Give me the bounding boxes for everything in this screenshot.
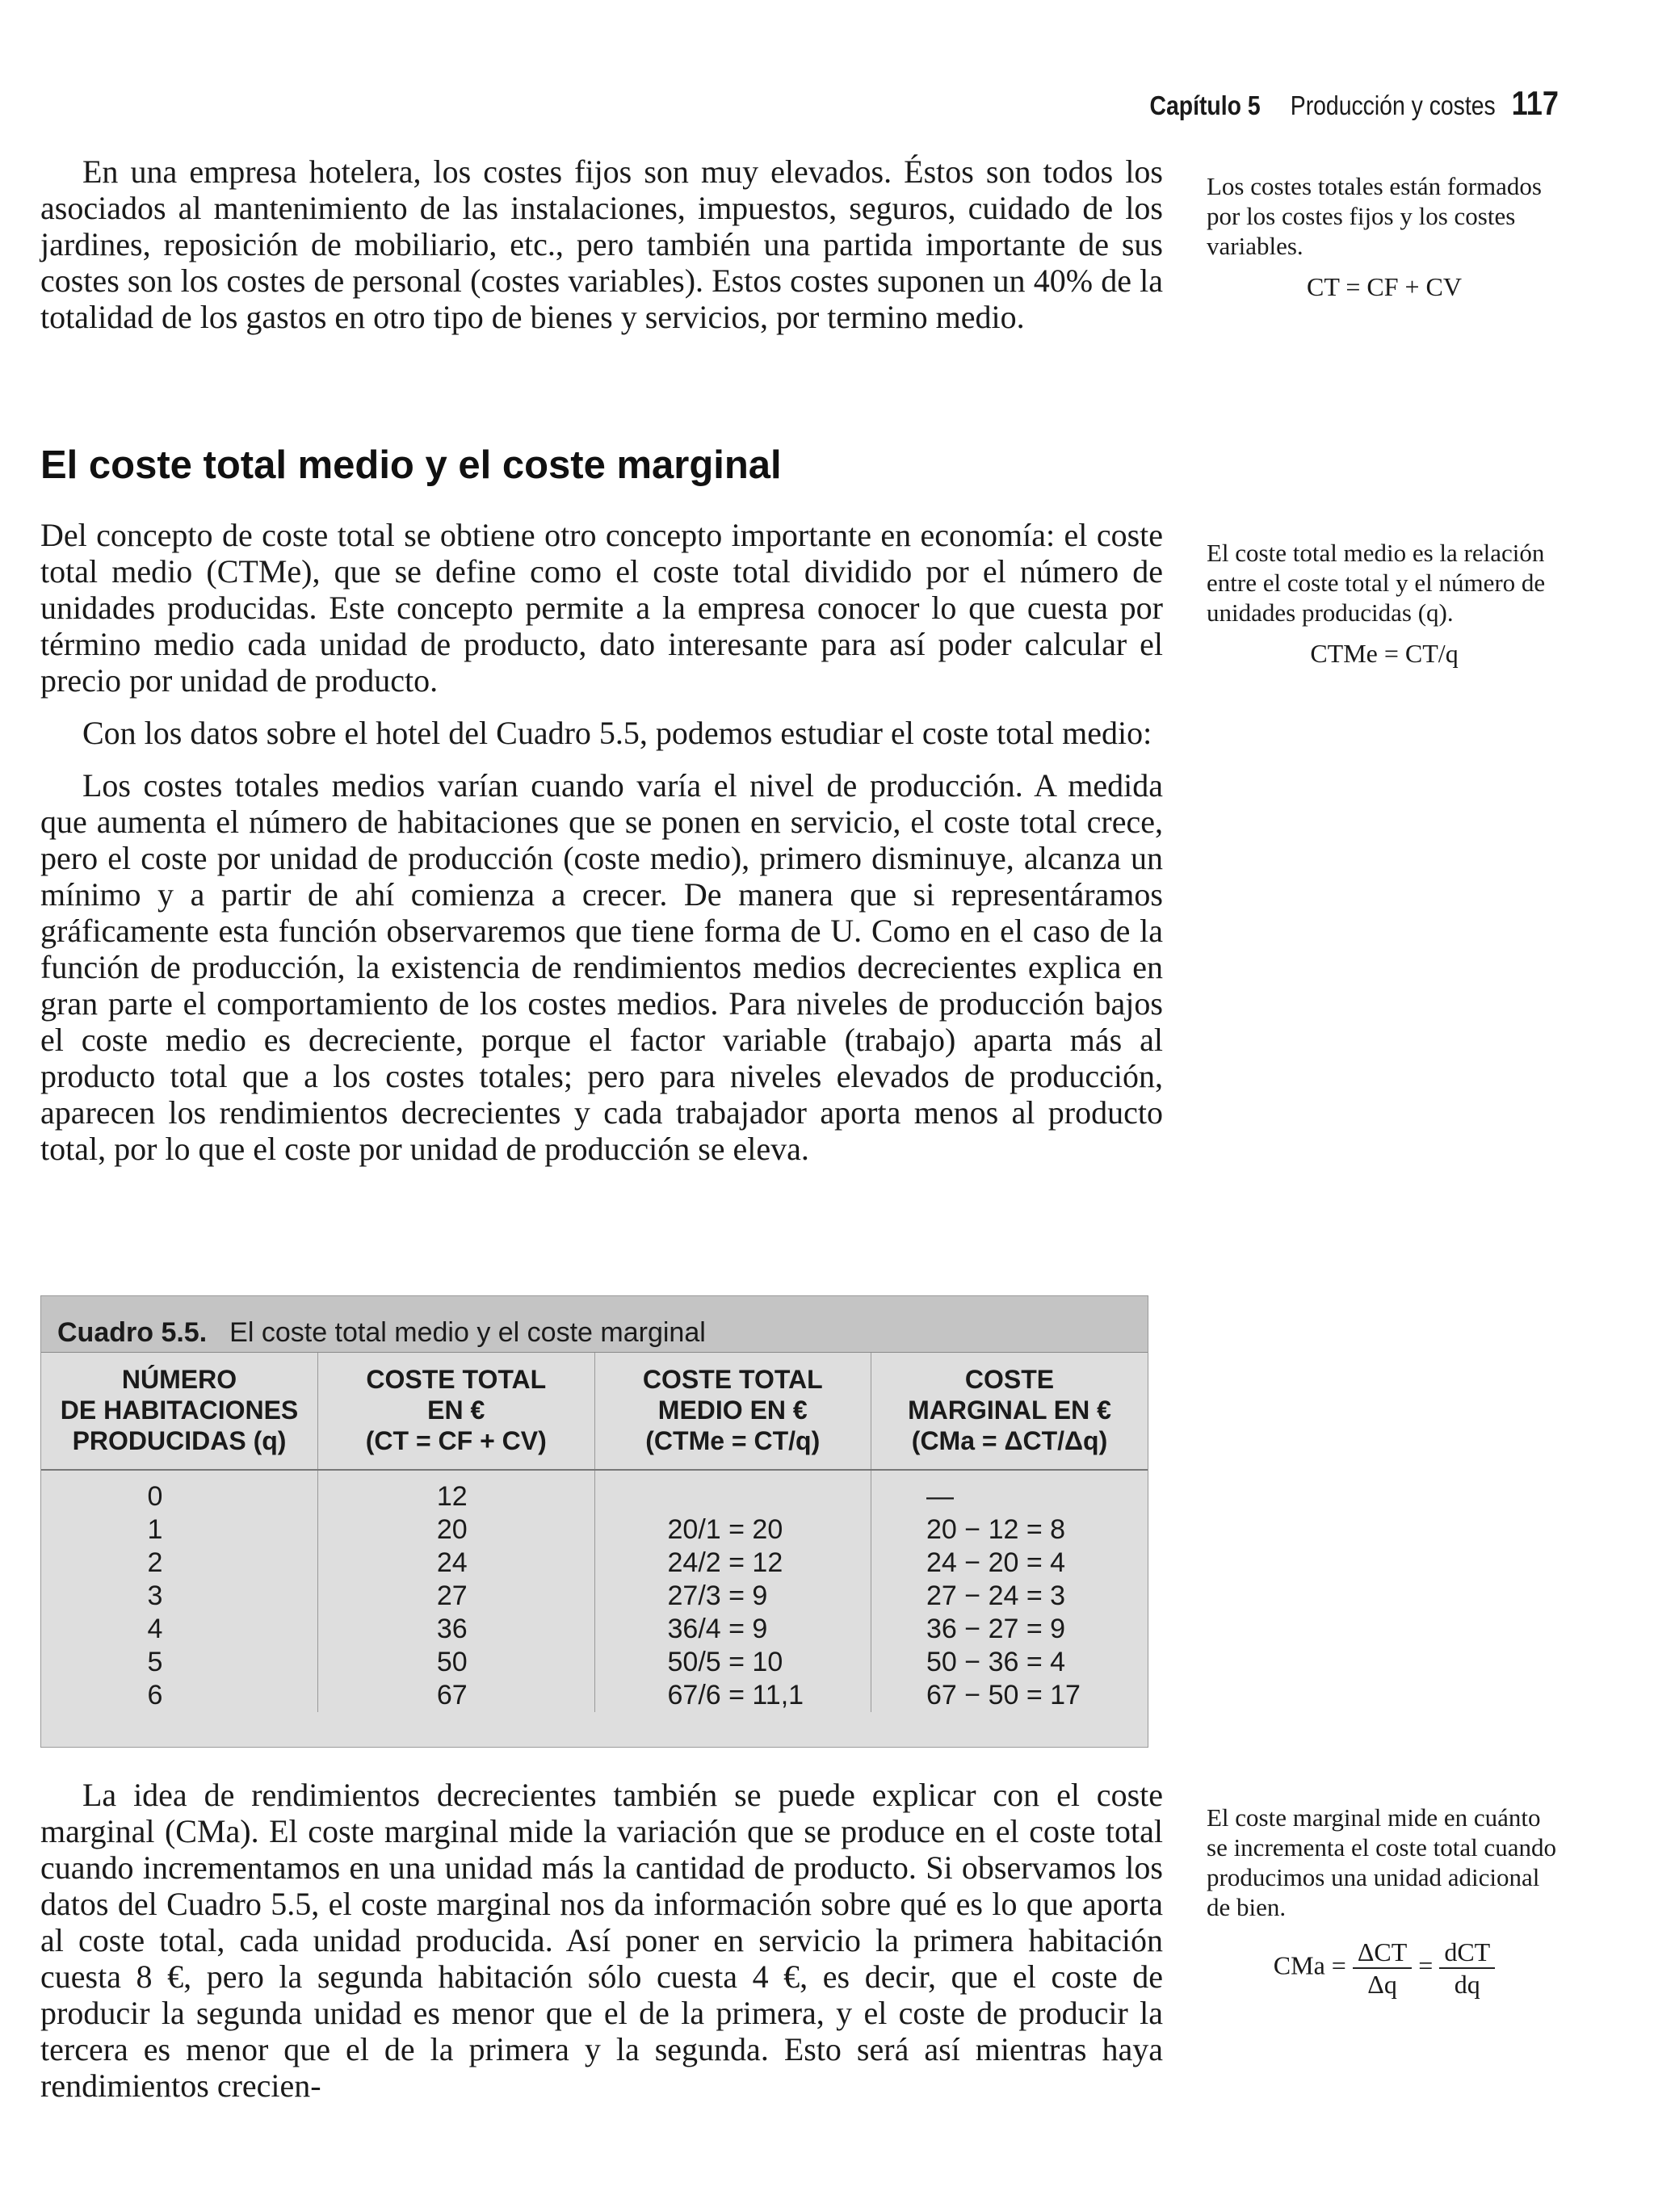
cell-average-cost: 67/6 = 11,1: [594, 1679, 871, 1712]
column-header-marginal-cost: COSTE MARGINAL EN € (CMa = ΔCT/Δq): [871, 1353, 1148, 1470]
cell-marginal-cost: 24 − 20 = 4: [926, 1547, 1066, 1578]
column-header-average-cost: COSTE TOTAL MEDIO EN € (CTMe = CT/q): [594, 1353, 871, 1470]
table-row: [41, 1580, 1148, 1613]
cell-total-cost: 27: [318, 1580, 595, 1613]
data-table: [41, 1353, 1148, 1712]
fraction-derivative: [1439, 1937, 1495, 2000]
table-number: Cuadro 5.5.: [57, 1317, 208, 1348]
bottom-block: [40, 1777, 1163, 2104]
cell-total-cost: 20: [318, 1513, 595, 1547]
sidenote-marginal-cost: [1207, 1803, 1562, 2000]
body-block: [40, 517, 1163, 1167]
body-paragraph: Del concepto de coste total se obtiene otro concepto importante en economía: el coste total medio (CTMe), que se define como el coste total dividido por el número de unidades producidas. Este concepto permite a la empresa conocer lo que cuesta por término medio cada unidad de producto, dato interesante para así poder calcular el precio por unidad de producto.: [40, 517, 1163, 699]
cost-table: [40, 1295, 1148, 1748]
cell-quantity: 1: [41, 1513, 318, 1547]
cell-average-cost: 20/1 = 20: [594, 1513, 871, 1547]
page-number: 117: [1511, 84, 1559, 122]
cell-quantity: 0: [41, 1470, 318, 1513]
intro-paragraph: En una empresa hotelera, los costes fijos son muy elevados. Éstos son todos los asociados al mantenimiento de las instalaciones, impuestos, seguros, cuidado de los jardines, reposición de mobiliario, etc., pero también una partida importante de sus costes son los costes de personal (costes variables). Estos costes suponen un 40% de la totalidad de los gastos en otro tipo de bienes y servicios, por termino medio.: [40, 153, 1163, 335]
cell-total-cost: 67: [318, 1679, 595, 1712]
cell-marginal-cost: 36 − 27 = 9: [926, 1614, 1066, 1644]
formula-total-cost: CT = CF + CV: [1307, 272, 1462, 301]
cell-total-cost: 12: [318, 1470, 595, 1513]
cell-average-cost: 36/4 = 9: [594, 1613, 871, 1646]
sidenote-text: El coste total medio es la relación entre el coste total y el número de unidades producidas (q).: [1207, 539, 1546, 627]
formula-lhs: CMa =: [1273, 1950, 1346, 1980]
cell-marginal-cost: 67 − 50 = 17: [926, 1680, 1081, 1710]
sidenote-total-cost: [1207, 171, 1562, 302]
cell-quantity: 5: [41, 1646, 318, 1679]
cell-marginal-cost: 20 − 12 = 8: [926, 1514, 1066, 1545]
cell-marginal-cost: 50 − 36 = 4: [926, 1647, 1066, 1677]
formula-marginal-cost: [1207, 1937, 1562, 2000]
table-row: [41, 1646, 1148, 1679]
cell-marginal-cost: 27 − 24 = 3: [926, 1580, 1066, 1611]
formula-equals: =: [1418, 1950, 1434, 1980]
cell-total-cost: 50: [318, 1646, 595, 1679]
fraction-numerator: dCT: [1439, 1937, 1495, 1969]
cell-average-cost: 27/3 = 9: [594, 1580, 871, 1613]
cell-average-cost: 24/2 = 12: [594, 1547, 871, 1580]
cell-quantity: 4: [41, 1613, 318, 1646]
body-paragraph: La idea de rendimientos decrecientes también se puede explicar con el coste marginal (CMa). El coste marginal mide la variación que se produce en el coste total cuando incrementamos en una unidad más la cantidad de producto. Si observamos los datos del Cuadro 5.5, el coste marginal nos da información sobre qué es lo que aporta al coste total, cada unidad producida. Así poner en servicio la primera habitación cuesta 8 €, pero la segunda habitación sólo cuesta 4 €, es decir, que el coste de producir la segunda unidad es menor que el de la primera, y el coste de producir la tercera es menor que el de la primera y la segunda. Esto será así mientras haya rendimientos crecien-: [40, 1777, 1163, 2104]
fraction-numerator: ΔCT: [1353, 1937, 1412, 1969]
cell-total-cost: 24: [318, 1547, 595, 1580]
fraction-denominator: Δq: [1367, 1970, 1397, 1999]
table-row: [41, 1613, 1148, 1646]
body-paragraph: Los costes totales medios varían cuando varía el nivel de producción. A medida que aumenta el número de habitaciones que se ponen en servicio, el coste total crece, pero el coste por unidad de producción (coste medio), primero disminuye, alcanza un mínimo y a partir de ahí comienza a crecer. De manera que si representáramos gráficamente esta función observaremos que tiene forma de U. Como en el caso de la función de producción, la existencia de rendimientos medios decrecientes explica en gran parte el comportamiento de los costes medios. Para niveles de producción bajos el coste medio es decreciente, porque el factor variable (trabajo) aparta más al producto total que a los costes totales; pero para niveles elevados de producción, aparecen los rendimientos decrecientes y cada trabajador aporta menos al producto total, por lo que el coste por unidad de producción se eleva.: [40, 767, 1163, 1167]
section-label: Producción y costes: [1290, 90, 1496, 120]
table-title-bar: [41, 1296, 1148, 1353]
table-row: [41, 1547, 1148, 1580]
table-title: El coste total medio y el coste marginal: [229, 1317, 706, 1348]
cell-quantity: 6: [41, 1679, 318, 1712]
formula-average-cost: CTMe = CT/q: [1310, 639, 1459, 668]
intro-block: [40, 153, 1163, 335]
fraction-delta: [1353, 1937, 1412, 2000]
sidenote-text: Los costes totales están formados por los costes fijos y los costes variables.: [1207, 172, 1542, 260]
column-header-quantity: NÚMERO DE HABITACIONES PRODUCIDAS (q): [41, 1353, 318, 1470]
running-header: [1150, 84, 1559, 123]
fraction-denominator: dq: [1454, 1970, 1480, 1999]
table-row: [41, 1679, 1148, 1712]
chapter-label: Capítulo 5: [1149, 90, 1261, 120]
sidenote-text: El coste marginal mide en cuánto se incrementa el coste total cuando producimos una unidad adicional de bien.: [1207, 1803, 1556, 1921]
table-row: [41, 1470, 1148, 1513]
cell-total-cost: 36: [318, 1613, 595, 1646]
body-paragraph: Con los datos sobre el hotel del Cuadro 5.5, podemos estudiar el coste total medio:: [82, 715, 1152, 751]
cell-average-cost: [594, 1470, 871, 1513]
section-title: El coste total medio y el coste marginal: [40, 443, 782, 487]
cell-marginal-cost: —: [926, 1481, 954, 1512]
cell-average-cost: 50/5 = 10: [594, 1646, 871, 1679]
table-row: [41, 1513, 1148, 1547]
column-header-total-cost: COSTE TOTAL EN € (CT = CF + CV): [318, 1353, 595, 1470]
sidenote-average-cost: [1207, 538, 1562, 669]
cell-quantity: 2: [41, 1547, 318, 1580]
cell-quantity: 3: [41, 1580, 318, 1613]
